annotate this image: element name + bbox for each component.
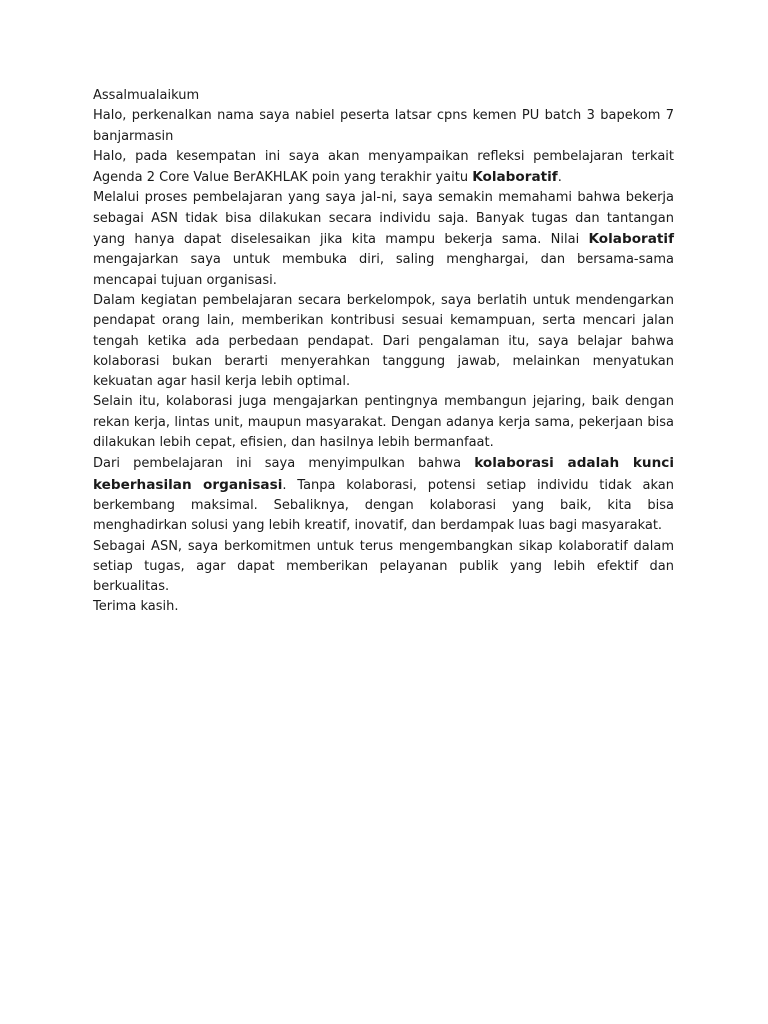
paragraph-topic-text: Halo, pada kesempatan ini saya akan menyampaikan refleksi pembelajaran terkait Agenda 2 Core Value BerAKHLAK poin yang terakhir yaitu (93, 148, 674, 186)
keyword-kolaboratif-2: Kolaboratif (588, 231, 674, 248)
paragraph-group-work: Dalam kegiatan pembelajaran secara berkelompok, saya berlatih untuk mendengarkan pendapat orang lain, memberikan kontribusi sesuai kemampuan, serta mencari jalan tengah ketika ada perbedaan pendapat. Dari pengalaman itu, saya belajar bahwa kolaborasi bukan berarti menyerahkan tanggung jawab, melainkan menyatukan kekuatan agar hasil kerja lebih optimal. (93, 292, 674, 390)
paragraph-learning-end: mengajarkan saya untuk membuka diri, saling menghargai, dan bersama-sama mencapai tujuan organisasi. (93, 252, 674, 288)
paragraph-networking: Selain itu, kolaborasi juga mengajarkan pentingnya membangun jejaring, baik dengan rekan kerja, lintas unit, maupun masyarakat. Dengan adanya kerja sama, pekerjaan bisa dilakukan lebih cepat, efisien, dan hasilnya lebih bermanfaat. (93, 394, 674, 451)
paragraph-commitment: Sebagai ASN, saya berkomitmen untuk terus mengembangkan sikap kolaboratif dalam setiap tugas, agar dapat memberikan pelayanan publik yang lebih efektif dan berkualitas. (93, 538, 674, 595)
keyword-conclusion: kolaborasi adalah kunci keberhasilan organisasi (93, 455, 674, 493)
keyword-kolaboratif: Kolaboratif (472, 169, 558, 186)
paragraph-conclusion-end: . Tanpa kolaborasi, potensi setiap individu tidak akan berkembang maksimal. Sebaliknya, dengan kolaborasi yang baik, kita bisa menghadirkan solusi yang lebih kreatif, inovatif, dan berdampak luas bagi masyarakat. (93, 477, 674, 534)
closing-line: Terima kasih. (93, 599, 179, 615)
intro-paragraph: Halo, perkenalkan nama saya nabiel peserta latsar cpns kemen PU batch 3 bapekom 7 banjarmasin (93, 108, 674, 144)
paragraph-learning-text: Melalui proses pembelajaran yang saya jal-ni, saya semakin memahami bahwa bekerja sebagai ASN tidak bisa dilakukan secara individu saja. Banyak tugas dan tantangan yang hanya dapat diselesaikan jika kita mampu bekerja sama. Nilai (93, 190, 674, 248)
paragraph-learning (93, 188, 674, 290)
paragraph-conclusion-text: Dari pembelajaran ini saya menyimpulkan bahwa (93, 456, 475, 472)
greeting-line: Assalmualaikum (93, 88, 200, 103)
paragraph-conclusion (93, 453, 674, 536)
paragraph-topic-end: . (557, 170, 562, 186)
document-page (93, 86, 674, 618)
paragraph-topic (93, 147, 674, 189)
